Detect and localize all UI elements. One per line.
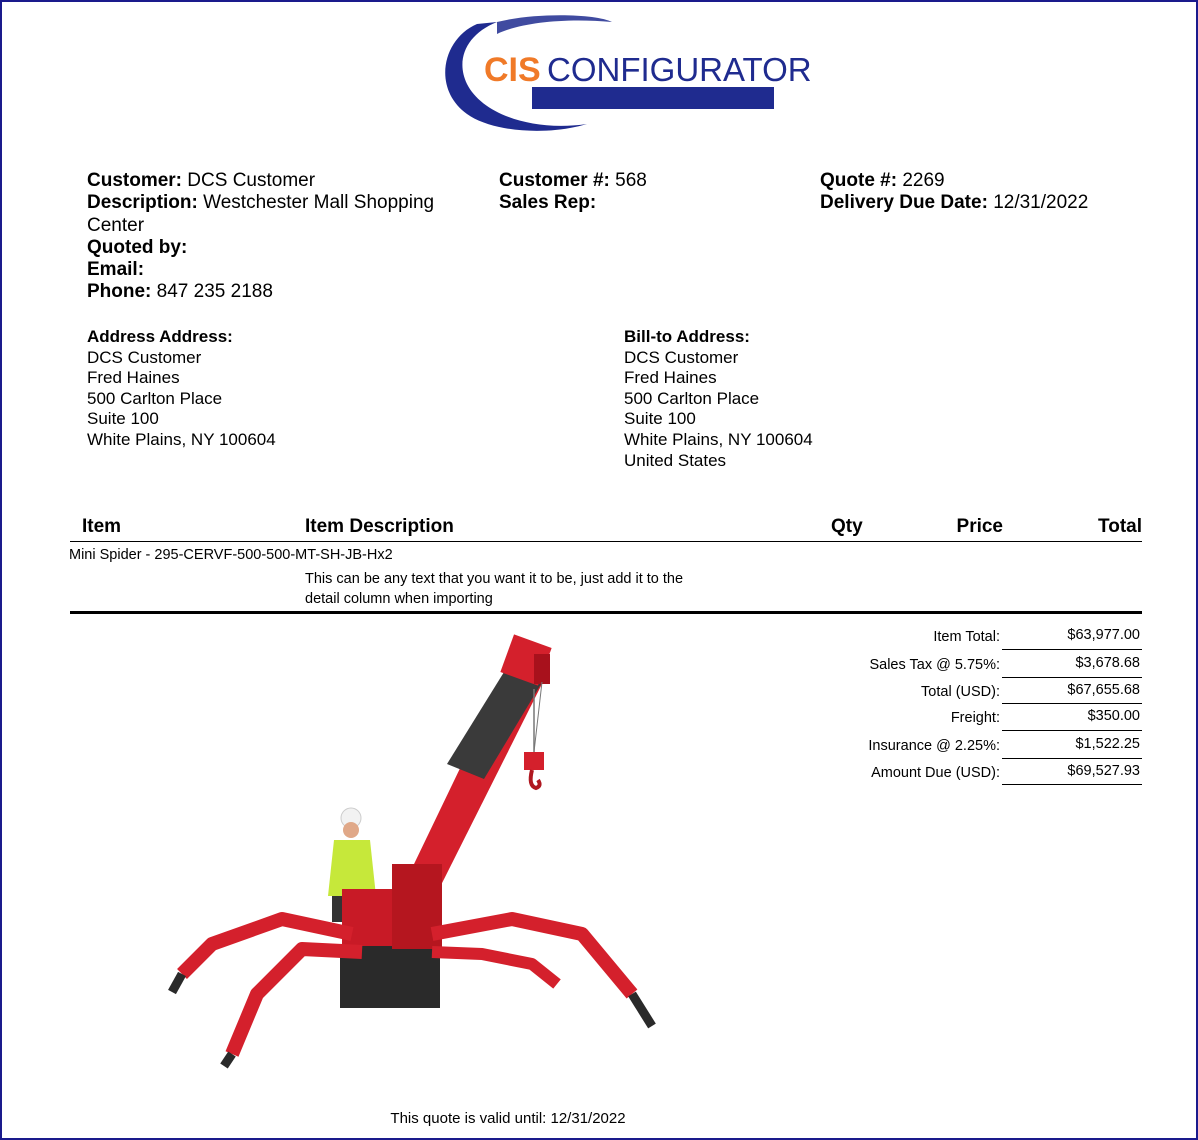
customer-info-block <box>87 170 487 304</box>
table-row-detail <box>305 569 785 609</box>
ship-address-title: Address Address: <box>87 327 233 346</box>
valid-until-text: This quote is valid until: 12/31/2022 <box>390 1110 626 1127</box>
ship-address-line: DCS Customer <box>87 347 202 367</box>
logo-configurator-text: CONFIGURATOR <box>547 51 812 88</box>
totals-underline <box>1002 784 1142 785</box>
bill-address-line: White Plains, NY 100604 <box>624 429 813 449</box>
table-row-detail-line: This can be any text that you want it to be, just add it to the <box>305 571 684 587</box>
quoted-by-label: Quoted by: <box>87 236 188 258</box>
bill-address <box>624 327 1024 471</box>
delivery-date-value: 12/31/2022 <box>993 192 1089 214</box>
totals-label: Insurance @ 2.25%: <box>868 738 1000 754</box>
totals-underline <box>1002 677 1142 678</box>
totals-underline <box>1002 703 1142 704</box>
bill-address-title: Bill-to Address: <box>624 327 750 346</box>
totals-label: Freight: <box>950 710 1000 726</box>
column-header-qty: Qty <box>831 516 863 537</box>
table-row-detail-line: detail column when importing <box>305 591 493 607</box>
description-value: Westchester Mall Shopping <box>203 192 435 214</box>
totals-label: Sales Tax @ 5.75%: <box>869 657 1000 673</box>
sales-rep-label: Sales Rep: <box>499 192 597 214</box>
phone-value: 847 235 2188 <box>156 281 273 303</box>
bill-address-line: Fred Haines <box>624 368 717 388</box>
totals-value: $63,977.00 <box>1067 627 1140 643</box>
phone-label: Phone: <box>87 281 152 303</box>
quote-number-label: Quote #: <box>820 170 898 191</box>
totals-label: Item Total: <box>933 629 1000 645</box>
spider-crane-image <box>162 634 672 1074</box>
column-header-description: Item Description <box>305 516 454 537</box>
table-bottom-divider <box>70 611 1142 614</box>
totals-value: $67,655.68 <box>1067 682 1140 698</box>
column-header-total: Total <box>1098 516 1142 537</box>
column-header-price: Price <box>956 516 1003 537</box>
totals-label: Total (USD): <box>921 684 1000 700</box>
email-label: Email: <box>87 259 145 281</box>
totals-value: $3,678.68 <box>1075 655 1140 671</box>
totals-value: $350.00 <box>1087 708 1140 724</box>
bill-address-line: United States <box>624 450 727 470</box>
logo-cis-text: CIS <box>484 51 541 89</box>
description-value-cont: Center <box>87 214 145 236</box>
bill-address-line: 500 Carlton Place <box>624 388 760 408</box>
customer-label: Customer: <box>87 170 183 191</box>
ship-address-line: Fred Haines <box>87 368 180 388</box>
bill-address-line: DCS Customer <box>624 347 739 367</box>
customer-number-value: 568 <box>615 170 647 191</box>
customer-value: DCS Customer <box>187 170 316 191</box>
quote-number-value: 2269 <box>902 170 945 191</box>
cis-configurator-logo <box>437 14 812 134</box>
totals-underline <box>1002 758 1142 759</box>
ship-address-line: 500 Carlton Place <box>87 388 223 408</box>
customer-number-block <box>499 170 799 215</box>
quote-number-block <box>820 170 1190 215</box>
ship-address-line: Suite 100 <box>87 409 159 429</box>
table-row-item: Mini Spider - 295-CERVF-500-500-MT-SH-JB-Hx2 <box>69 547 393 563</box>
totals-value: $69,527.93 <box>1067 763 1140 779</box>
description-label: Description: <box>87 192 198 214</box>
customer-number-label: Customer #: <box>499 170 610 191</box>
ship-address-line: White Plains, NY 100604 <box>87 429 276 449</box>
header-divider <box>70 541 1142 542</box>
bill-address-line: Suite 100 <box>624 409 696 429</box>
column-header-item: Item <box>82 516 122 537</box>
totals-underline <box>1002 649 1142 650</box>
totals-underline <box>1002 730 1142 731</box>
ship-address <box>87 327 487 451</box>
delivery-date-label: Delivery Due Date: <box>820 192 988 214</box>
totals-value: $1,522.25 <box>1075 736 1140 752</box>
totals-label: Amount Due (USD): <box>871 765 1000 781</box>
